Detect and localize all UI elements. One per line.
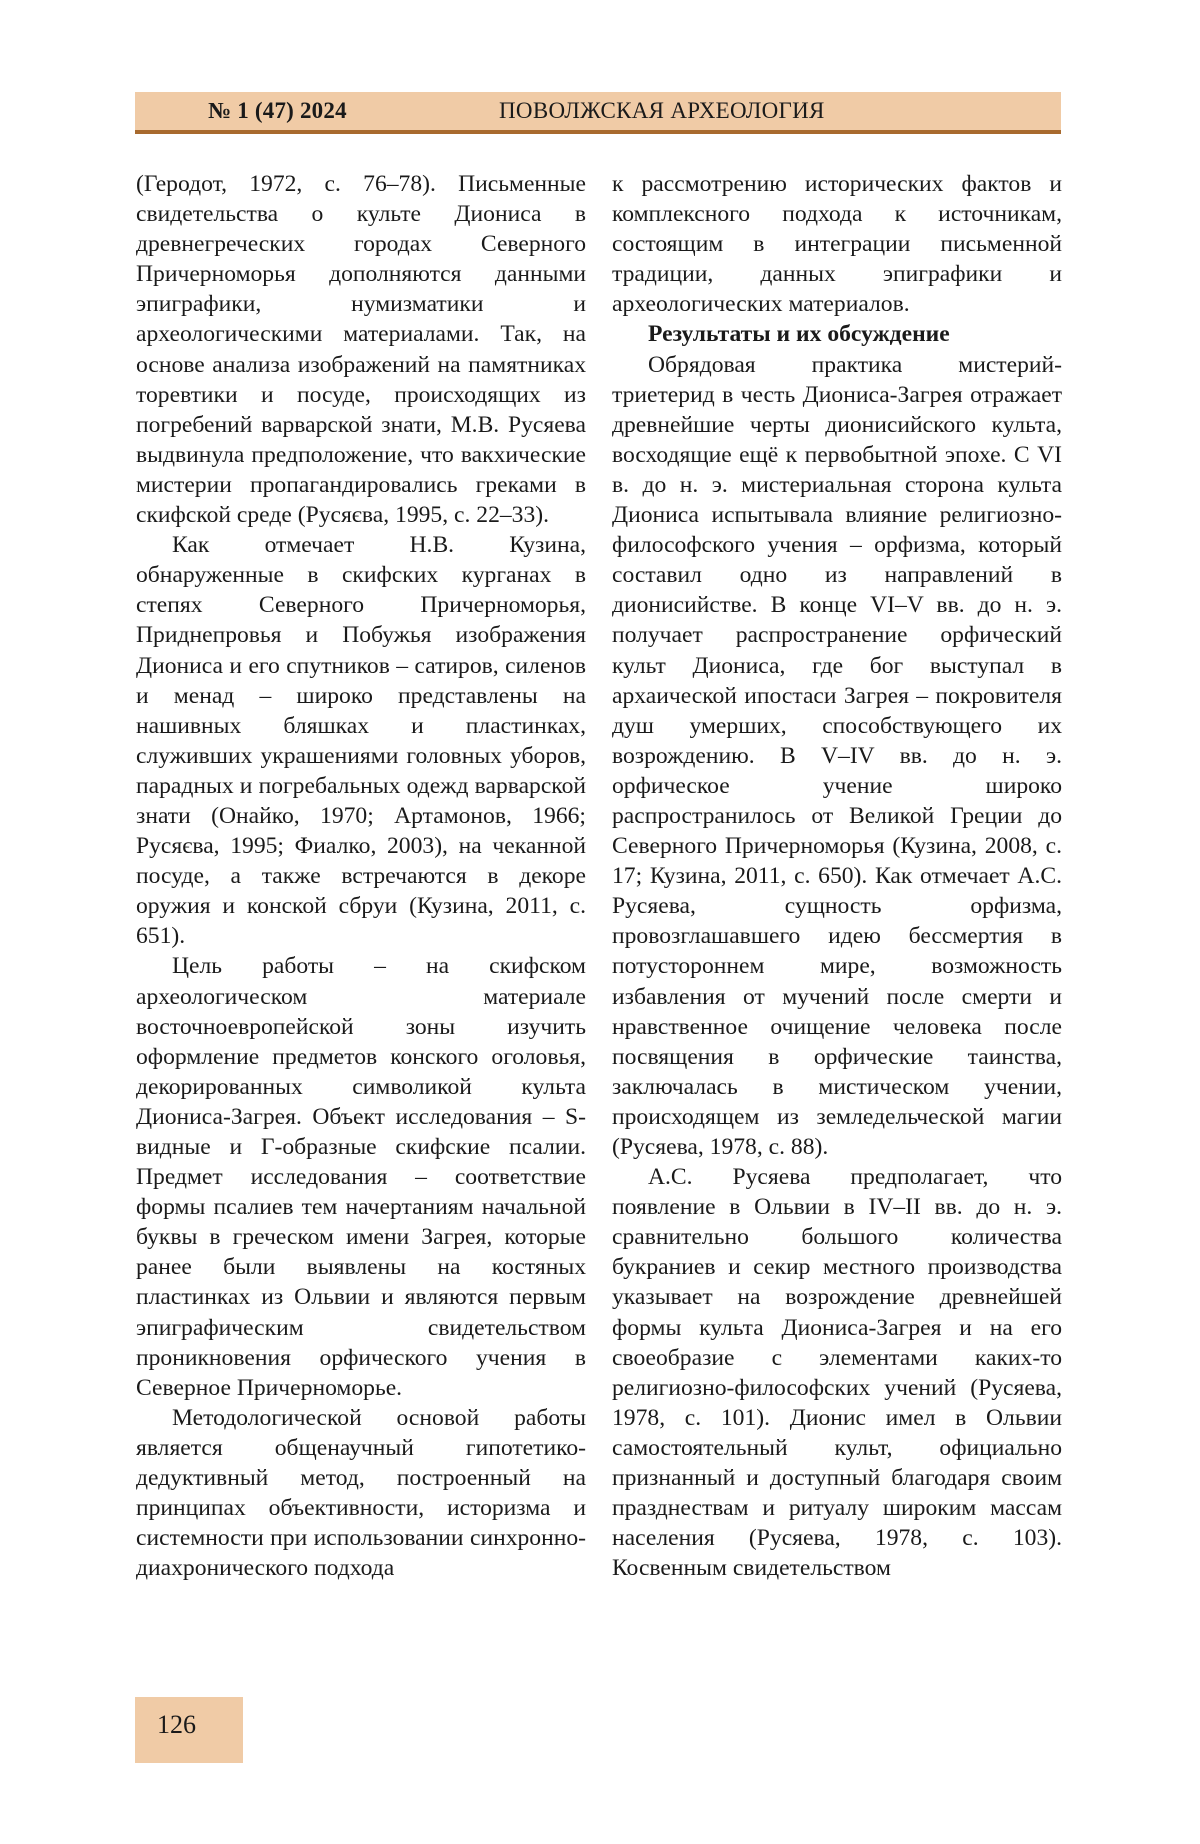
paragraph-methodology: Методологической основой работы является общенаучный гипотетико-дедуктивный метод, построенный на принципах объективности, историзма и системности при использовании синхронно-диахронического подхода <box>136 1404 586 1582</box>
right-column <box>612 169 1062 1583</box>
section-heading-results: Результаты и их обсуждение <box>648 321 950 348</box>
paragraph-herodotus: (Геродот, 1972, с. 76–78). Письменные свидетельства о культе Диониса в древнегреческих городах Северного Причерноморья дополняются данными эпиграфики, нумизматики и археологическими материалами. Так, на основе анализа изображений на памятниках торевтики и посуде, происходящих из погребений варварской знати, М.В. Русяева выдвинула предположение, что вакхические мистерии пропагандировались греками в скифской среде (Русяєва, 1995, с. 22–33). <box>136 171 586 529</box>
journal-title: ПОВОЛЖСКАЯ АРХЕОЛОГИЯ <box>499 98 825 123</box>
paragraph-kuzina: Как отмечает Н.В. Кузина, обнаруженные в скифских курганах в степях Северного Причерноморья, Приднепровья и Побужья изображения Диониса и его спутников – сатиров, силенов и менад – широко представлены на нашивных бляшках и пластинках, служивших украшениями головных уборов, парадных и погребальных одежд варварской знати (Онайко, 1970; Артамонов, 1966; Русяєва, 1995; Фиалко, 2003), на чеканной посуде, а также встречаются в декоре оружия и конской сбруи (Кузина, 2011, с. 651). <box>136 532 586 950</box>
page-number: 126 <box>157 1710 196 1739</box>
issue-number: № 1 (47) 2024 <box>208 98 347 123</box>
paragraph-goal: Цель работы – на скифском археологическом материале восточноевропейской зоны изучить оформление предметов конского оголовья, декорированных символикой культа Диониса-Загрея. Объект исследования – S-видные и Г-образные скифские псалии. Предмет исследования – соответствие формы псалиев тем начертаниям начальной буквы в греческом имени Загрея, которые ранее были выявлены на костяных пластинках из Ольвии и являются первым эпиграфическим свидетельством проникновения орфического учения в Северное Причерноморье. <box>136 953 586 1401</box>
page-number-box <box>135 1697 243 1763</box>
paragraph-ritual-practice: Обрядовая практика мистерий-триетерид в честь Диониса-Загрея отражает древнейшие черты дионисийского культа, восходящие ещё к первобытной эпохе. С VI в. до н. э. мистериальная сторона культа Диониса испытывала влияние религиозно-философского учения – орфизма, который составил одно из направлений в дионисийстве. В конце VI–V вв. до н. э. получает распространение орфический культ Диониса, где бог выступал в архаической ипостаси Загрея – покровителя душ умерших, способствующего их возрождению. В V–IV вв. до н. э. орфическое учение широко распространилось от Великой Греции до Северного Причерноморья (Кузина, 2008, с. 17; Кузина, 2011, с. 650). Как отмечает А.С. Русяева, сущность орфизма, провозглашавшего идею бессмертия в потустороннем мире, возможность избавления от мучений после смерти и нравственное очищение человека после посвящения в орфические таинства, заключалась в мистическом учении, происходящем из земледельческой магии (Русяева, 1978, с. 88). <box>612 351 1062 1160</box>
paragraph-olbia: А.С. Русяева предполагает, что появление в Ольвии в IV–II вв. до н. э. сравнительно большого количества букраниев и секир местного производства указывает на возрождение древнейшей формы культа Диониса-Загрея и на его своеобразие с элементами каких-то религиозно-философских учений (Русяева, 1978, с. 101). Дионис имел в Ольвии самостоятельный культ, официально признанный и доступный благодаря своим празднествам и ритуалу широким массам населения (Русяева, 1978, с. 103). Косвенным свидетельством <box>612 1164 1062 1582</box>
running-header <box>135 92 1061 134</box>
paragraph-methodology-continued: к рассмотрению исторических фактов и комплексного подхода к источникам, состоящим в интеграции письменной традиции, данных эпиграфики и археологических материалов. <box>612 171 1062 318</box>
left-column <box>136 169 586 1583</box>
